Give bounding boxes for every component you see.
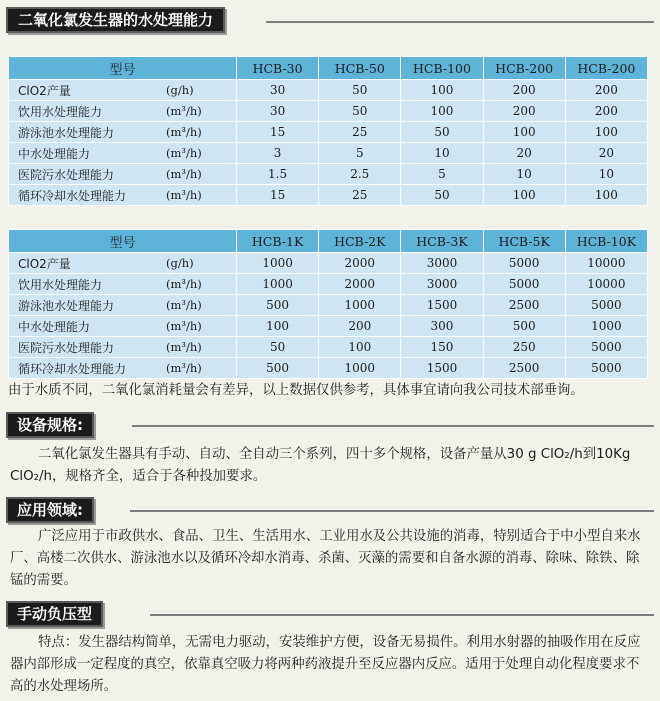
value-cell: 1000 [237, 274, 319, 295]
value-cell: 5000 [565, 337, 647, 358]
value-cell: 150 [401, 337, 483, 358]
value-cell: 50 [237, 337, 319, 358]
row-label: 游泳池水处理能力 [18, 125, 115, 140]
row-label: ClO2产量 [18, 83, 71, 98]
model-header: 型号 [9, 57, 237, 80]
value-cell: 30 [237, 101, 319, 122]
value-cell: 10000 [565, 253, 647, 274]
value-cell: 200 [483, 101, 565, 122]
value-cell: 100 [483, 185, 565, 206]
application-rule [130, 510, 654, 512]
row-unit: (m³/h) [166, 104, 202, 118]
table-row [9, 164, 648, 185]
value-cell: 3000 [401, 274, 483, 295]
specs-heading: 设备规格: [6, 412, 94, 438]
row-label-cell [9, 164, 237, 185]
table-row [9, 80, 648, 101]
row-label-cell [9, 80, 237, 101]
manual-text: 特点：发生器结构简单，无需电力驱动，安装维护方便，设备无易损件。利用水射器的抽吸作用在反应器内部形成一定程度的真空，依靠真空吸力将两种药液提升至反应器内反应。适用于处理自动化程度要求不高的水处理场所。 [10, 635, 641, 694]
value-cell: 10 [565, 164, 647, 185]
model-hcb-1k: HCB-1K [237, 230, 319, 253]
row-label-cell [9, 143, 237, 164]
row-label: 游泳池水处理能力 [18, 298, 115, 313]
row-label: 中水处理能力 [18, 146, 91, 161]
manual-heading: 手动负压型 [6, 601, 103, 627]
table-row [9, 253, 648, 274]
row-label-cell [9, 185, 237, 206]
row-label-cell [9, 337, 237, 358]
value-cell: 200 [565, 101, 647, 122]
row-unit: (g/h) [166, 83, 194, 97]
model-hcb-30: HCB-30 [237, 57, 319, 80]
row-label: 医院污水处理能力 [18, 167, 115, 182]
row-unit: (m³/h) [166, 146, 202, 160]
value-cell: 10 [483, 164, 565, 185]
row-unit: (m³/h) [166, 340, 202, 354]
value-cell: 50 [401, 122, 483, 143]
row-unit: (g/h) [166, 256, 194, 270]
value-cell: 5000 [483, 274, 565, 295]
row-label-cell [9, 316, 237, 337]
model-hcb-3k: HCB-3K [401, 230, 483, 253]
row-label: 中水处理能力 [18, 319, 91, 334]
model-hcb-200: HCB-200 [565, 57, 647, 80]
value-cell: 30 [237, 80, 319, 101]
value-cell: 10000 [565, 274, 647, 295]
value-cell: 5000 [565, 295, 647, 316]
value-cell: 100 [401, 101, 483, 122]
row-label: 医院污水处理能力 [18, 340, 115, 355]
value-cell: 1500 [401, 358, 483, 379]
model-hcb-2k: HCB-2K [319, 230, 401, 253]
value-cell: 1000 [319, 358, 401, 379]
capacity-table-small [8, 56, 648, 206]
table-row [9, 143, 648, 164]
value-cell: 1000 [237, 253, 319, 274]
value-cell: 20 [483, 143, 565, 164]
value-cell: 100 [565, 122, 647, 143]
model-header: 型号 [9, 230, 237, 253]
value-cell: 5 [319, 143, 401, 164]
table-row [9, 122, 648, 143]
value-cell: 2000 [319, 274, 401, 295]
value-cell: 300 [401, 316, 483, 337]
row-label: 饮用水处理能力 [18, 104, 103, 119]
value-cell: 15 [237, 185, 319, 206]
row-label-cell [9, 253, 237, 274]
value-cell: 5000 [565, 358, 647, 379]
value-cell: 1000 [565, 316, 647, 337]
row-label-cell [9, 274, 237, 295]
value-cell: 15 [237, 122, 319, 143]
specs-rule [132, 425, 654, 427]
value-cell: 100 [319, 337, 401, 358]
model-hcb-200: HCB-200 [483, 57, 565, 80]
row-unit: (m³/h) [166, 319, 202, 333]
value-cell: 5 [401, 164, 483, 185]
value-cell: 2.5 [319, 164, 401, 185]
application-heading: 应用领域: [6, 497, 94, 523]
value-cell: 50 [401, 185, 483, 206]
value-cell: 2500 [483, 295, 565, 316]
value-cell: 1.5 [237, 164, 319, 185]
capacity-table-large [8, 229, 648, 379]
table-row [9, 358, 648, 379]
row-unit: (m³/h) [166, 167, 202, 181]
value-cell: 1000 [319, 295, 401, 316]
value-cell: 100 [401, 80, 483, 101]
row-unit: (m³/h) [166, 361, 202, 375]
data-note: 由于水质不同，二氧化氯消耗量会有差异，以上数据仅供参考，具体事宜请向我公司技术部垂询。 [8, 383, 584, 398]
row-label: ClO2产量 [18, 256, 71, 271]
row-label: 循环冷却水处理能力 [18, 188, 127, 203]
row-label: 循环冷却水处理能力 [18, 361, 127, 376]
value-cell: 200 [319, 316, 401, 337]
value-cell: 20 [565, 143, 647, 164]
value-cell: 500 [483, 316, 565, 337]
value-cell: 3000 [401, 253, 483, 274]
value-cell: 5000 [483, 253, 565, 274]
table-header-row [9, 230, 648, 253]
manual-rule [150, 614, 654, 616]
model-hcb-100: HCB-100 [401, 57, 483, 80]
table-row [9, 316, 648, 337]
value-cell: 200 [483, 80, 565, 101]
table-row [9, 101, 648, 122]
row-label-cell [9, 358, 237, 379]
model-hcb-10k: HCB-10K [565, 230, 647, 253]
value-cell: 100 [565, 185, 647, 206]
value-cell: 25 [319, 122, 401, 143]
row-unit: (m³/h) [166, 277, 202, 291]
value-cell: 500 [237, 358, 319, 379]
value-cell: 1500 [401, 295, 483, 316]
row-label-cell [9, 122, 237, 143]
value-cell: 3 [237, 143, 319, 164]
specs-text: 二氧化氯发生器具有手动、自动、全自动三个系列，四十多个规格，设备产量从30 g ClO₂/h到10Kg ClO₂/h，规格齐全，适合于各种投加要求。 [10, 447, 631, 484]
page-title: 二氧化氯发生器的水处理能力 [6, 7, 225, 33]
row-label: 饮用水处理能力 [18, 277, 103, 292]
application-text: 广泛应用于市政供水、食品、卫生、生活用水、工业用水及公共设施的消毒，特别适合于中小型自来水厂、高楼二次供水、游泳池水以及循环冷却水消毒、杀菌、灭藻的需要和自备水源的消毒、除味、除铁、除锰的需要。 [10, 529, 641, 588]
value-cell: 250 [483, 337, 565, 358]
model-hcb-5k: HCB-5K [483, 230, 565, 253]
value-cell: 50 [319, 101, 401, 122]
title-rule [266, 21, 654, 23]
value-cell: 100 [237, 316, 319, 337]
table-row [9, 274, 648, 295]
table-row [9, 185, 648, 206]
value-cell: 200 [565, 80, 647, 101]
value-cell: 100 [483, 122, 565, 143]
table-row [9, 295, 648, 316]
value-cell: 10 [401, 143, 483, 164]
row-unit: (m³/h) [166, 125, 202, 139]
value-cell: 500 [237, 295, 319, 316]
row-label-cell [9, 295, 237, 316]
value-cell: 50 [319, 80, 401, 101]
value-cell: 2500 [483, 358, 565, 379]
row-label-cell [9, 101, 237, 122]
table-header-row [9, 57, 648, 80]
table-row [9, 337, 648, 358]
row-unit: (m³/h) [166, 188, 202, 202]
value-cell: 2000 [319, 253, 401, 274]
row-unit: (m³/h) [166, 298, 202, 312]
value-cell: 25 [319, 185, 401, 206]
model-hcb-50: HCB-50 [319, 57, 401, 80]
